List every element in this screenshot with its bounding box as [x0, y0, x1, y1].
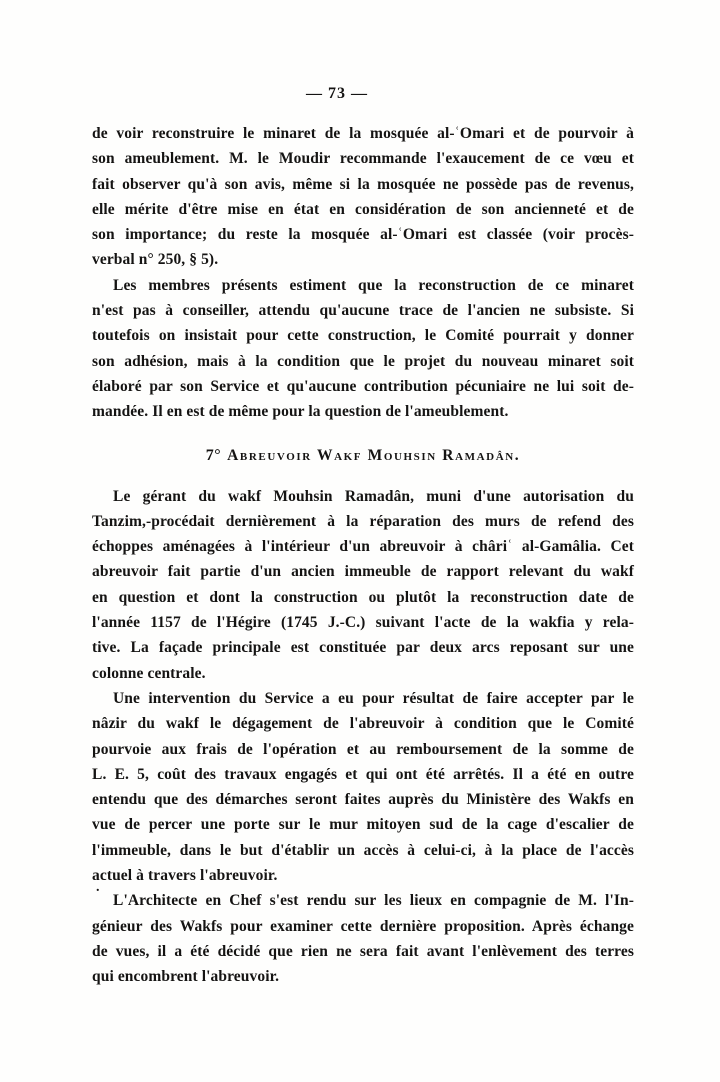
text-line: échoppes aménagées à l'intérieur d'un abreuvoir à châriʿ al-Gamâlia. Cet	[92, 538, 634, 556]
text-line: Tanzim,-procédait dernièrement à la réparation des murs de refend des	[92, 512, 634, 530]
text-line: l'immeuble, dans le but d'établir un accès à celui-ci, à la place de l'accès	[92, 841, 634, 859]
text-line: elle mérite d'être mise en état en considération de son ancienneté et de	[92, 200, 634, 218]
page-number: — 73 —	[306, 85, 368, 102]
text-line: génieur des Wakfs pour examiner cette dernière proposition. Après échange	[92, 917, 634, 935]
text-line: pourvoie aux frais de l'opération et au remboursement de la somme de	[92, 740, 634, 758]
text-line: mandée. Il en est de même pour la question de l'ameublement.	[92, 403, 509, 421]
text-line: L. E. 5, coût des travaux engagés et qui ont été arrêtés. Il a été en outre	[92, 765, 634, 783]
text-line: nâzir du wakf le dégagement de l'abreuvoir à condition que le Comité	[92, 715, 634, 733]
text-line: son importance; du reste la mosquée al-ʿOmari est classée (voir procès-	[92, 226, 634, 244]
text-line: fait observer qu'à son avis, même si la mosquée ne possède pas de revenus,	[92, 175, 634, 193]
text-line: son adhésion, mais à la condition que le projet du nouveau minaret soit	[92, 352, 634, 370]
section-title: Abreuvoir Wakf Mouhsin Ramadân.	[227, 446, 521, 464]
text-line: de vues, il a été décidé que rien ne sera fait avant l'enlèvement des terres	[92, 942, 634, 960]
text-line: de voir reconstruire le minaret de la mosquée al-ʿOmari et de pourvoir à	[92, 125, 634, 142]
text-line: Le gérant du wakf Mouhsin Ramadân, muni d'une autorisation du	[113, 487, 634, 505]
text-line: entendu que des démarches seront faites auprès du Ministère des Wakfs en	[92, 791, 634, 809]
paragraph	[92, 888, 634, 989]
text-line: actuel à travers l'abreuvoir.	[92, 867, 278, 885]
text-line: qui encombrent l'abreuvoir.	[92, 968, 280, 986]
scan-artifact-dot: .	[96, 880, 100, 895]
text-line: en question et dont la construction ou plutôt la reconstruction date de	[92, 588, 634, 606]
text-line: L'Architecte en Chef s'est rendu sur les lieux en compagnie de M. l'In-	[113, 892, 634, 910]
text-line: verbal n° 250, § 5).	[92, 251, 219, 269]
text-line: l'année 1157 de l'Hégire (1745 J.-C.) suivant l'acte de la wakfia y rela-	[92, 614, 634, 632]
text-line: Les membres présents estiment que la reconstruction de ce minaret	[113, 276, 634, 294]
text-line: colonne centrale.	[92, 664, 206, 682]
text-line: son ameublement. M. le Moudir recommande l'exaucement de ce vœu et	[92, 150, 634, 168]
paragraph	[92, 686, 634, 888]
text-line: vue de percer une porte sur le mur mitoyen sud de la cage d'escalier de	[92, 816, 634, 834]
text-line: élaboré par son Service et qu'aucune contribution pécuniaire ne lui soit de-	[92, 377, 634, 395]
paragraph	[92, 273, 634, 425]
text-line: abreuvoir fait partie d'un ancien immeuble de rapport relevant du wakf	[92, 563, 634, 581]
text-line: toutefois on insistait pour cette construction, le Comité pourrait y donner	[92, 327, 634, 345]
section-number: 7°	[205, 446, 222, 464]
text-block	[92, 0, 634, 990]
text-line: Une intervention du Service a eu pour résultat de faire accepter par le	[113, 689, 634, 707]
section-heading	[92, 447, 634, 469]
paragraph-continuation	[92, 121, 634, 273]
paragraph	[92, 484, 634, 686]
text-line: tive. La façade principale est constituée par deux arcs reposant sur une	[92, 639, 634, 657]
text-line: n'est pas à conseiller, attendu qu'aucune trace de l'ancien ne subsiste. Si	[92, 302, 634, 320]
